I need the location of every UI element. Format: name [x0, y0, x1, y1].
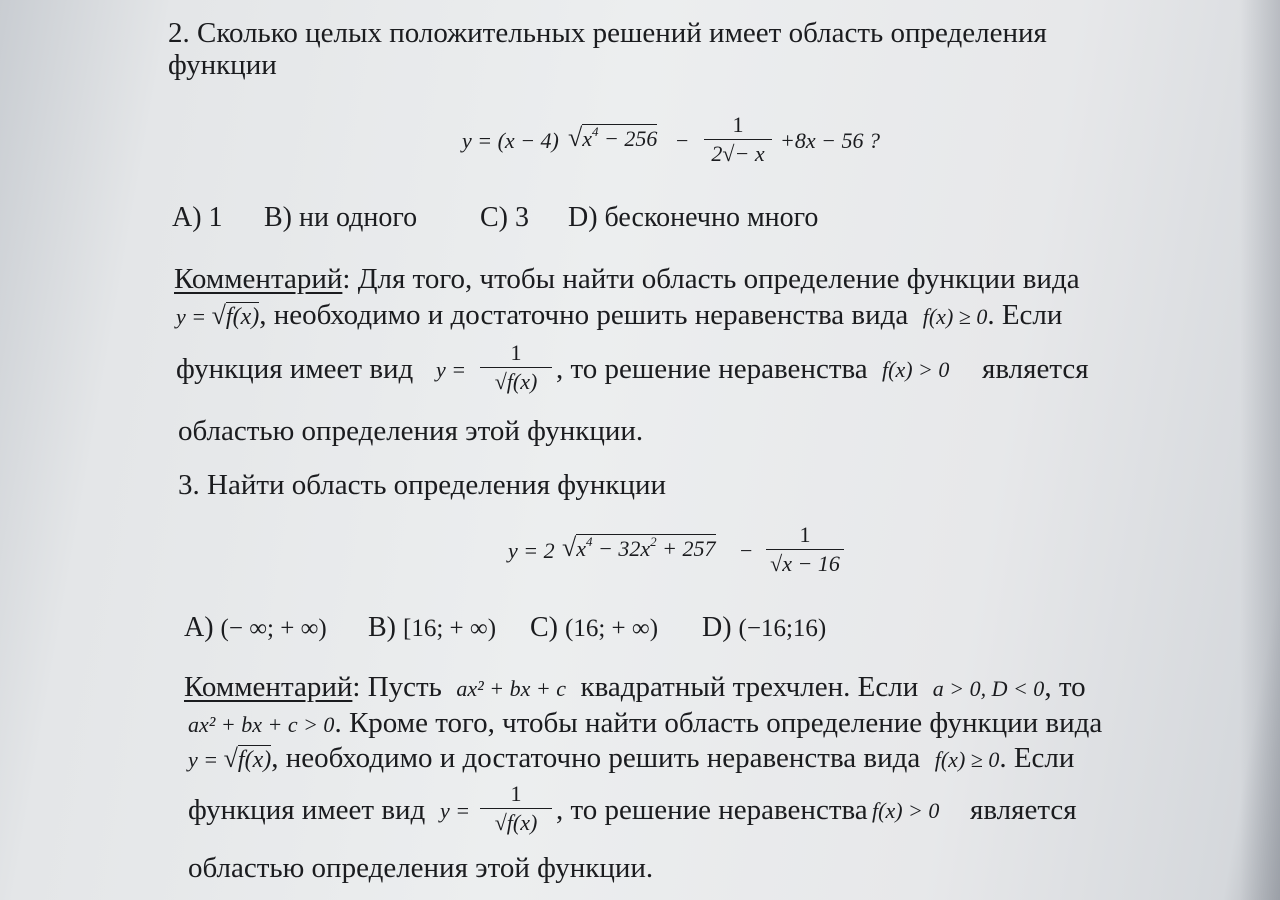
task2-title-line2: функции [168, 49, 277, 81]
task3-formula-fraction: 1 √x − 16 [766, 522, 844, 577]
document-page: 2. Сколько целых положительных решений имеет область определения функции y = (x − 4) $√x^4 - 256$ − 1 2√− x +8x − 56 ? A) 1 B) ни одного C) 3 D) бесконечно много Комментарий: Для того, чтобы найти область определение функции вида y = √f(x), необходимо и достаточно решить неравенства вида f(x) ≥ 0. Если функция имеет вид y = 1 √f(x) , то решение неравенства f(x) > 0 является областью определения этой функции. 3. Найти область определения функции y = 2 $√x^4 - 32x^2 + 257$ − 1 √x − 16 A) (− ∞; + ∞) B) [16; + ∞) C) (16; + ∞) D) (−16;16) Комментарий: Пусть ax² + bx + c квадратный трехчлен. Если a > 0, D < 0, то ax² + bx + c > 0. Кроме того, чтобы найти область определение функции вида y = √f(x), необходимо и достаточно решить неравенства вида f(x) ≥ 0. Если функция имеет вид y = 1 √f(x) , то решение неравенства f(x) > 0 является областью определения этой функции. [0, 0, 1280, 900]
task3-comment-line3: y = √f(x), необходимо и достаточно решить неравенства вида f(x) ≥ 0. Если [188, 742, 1075, 774]
task2-option-a[interactable]: A) 1 [172, 202, 223, 233]
task2-formula-tail: +8x − 56 ? [780, 128, 880, 153]
task2-comment-line1: Комментарий: Для того, чтобы найти область определение функции вида [174, 263, 1080, 295]
task3-title: 3. Найти область определения функции [178, 469, 667, 501]
task2-option-c[interactable]: C) 3 [480, 202, 529, 233]
task2-comment-fraction: 1 √f(x) [480, 340, 552, 395]
task3-option-b[interactable]: B) [16; + ∞) [368, 612, 497, 643]
task3-option-d[interactable]: D) (−16;16) [702, 612, 827, 643]
paper-edge-shadow [1240, 0, 1280, 900]
task2-comment-line4: областью определения этой функции. [178, 415, 644, 447]
task2-formula-fraction: 1 2√− x [704, 112, 772, 167]
task3-comment-heading: Комментарий [184, 671, 353, 703]
task3-option-a[interactable]: A) (− ∞; + ∞) [184, 612, 327, 643]
task2-formula-rad-inner: x [582, 126, 593, 151]
task2-comment-heading: Комментарий [174, 263, 343, 295]
task3-option-c[interactable]: C) (16; + ∞) [530, 612, 659, 643]
task2-option-b[interactable]: B) ни одного [264, 202, 418, 233]
task3-comment-line1: Комментарий: Пусть ax² + bx + c квадратный трехчлен. Если a > 0, D < 0, то [184, 671, 1086, 703]
task2-comment-line2: y = √f(x), необходимо и достаточно решить неравенства вида f(x) ≥ 0. Если [176, 299, 1063, 331]
task2-option-d[interactable]: D) бесконечно много [568, 202, 819, 233]
task3-comment-line5: областью определения этой функции. [188, 852, 654, 884]
task2-formula-lhs: y = (x − 4) [462, 128, 559, 153]
task2-title-line1: 2. Сколько целых положительных решений имеет область определения [168, 17, 1047, 49]
task3-comment-fraction: 1 √f(x) [480, 781, 552, 836]
task3-comment-line2: ax² + bx + c > 0. Кроме того, чтобы найти область определение функции вида [188, 707, 1103, 739]
